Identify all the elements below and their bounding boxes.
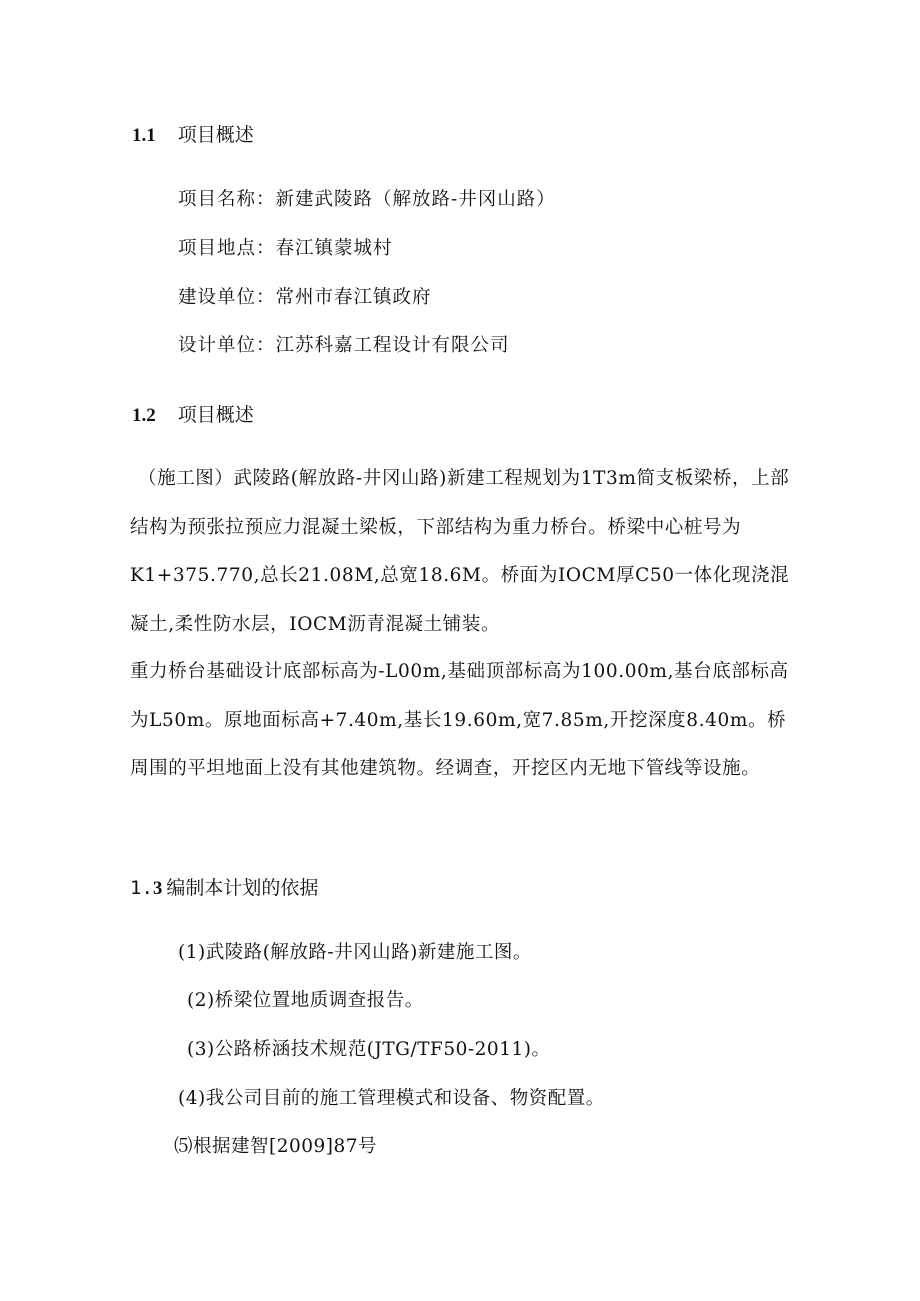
project-name-line: 项目名称：新建武陵路（解放路-井冈山路） bbox=[178, 189, 556, 210]
section-title: 项目概述 bbox=[177, 404, 254, 426]
reference-item-4: (4)我公司目前的施工管理模式和设备、物资配置。 bbox=[178, 1088, 605, 1109]
construction-unit-line: 建设单位：常州市春江镇政府 bbox=[178, 287, 432, 308]
reference-item-2: (2)桥梁位置地质调查报告。 bbox=[187, 990, 424, 1011]
section-heading-1-1 bbox=[132, 120, 254, 147]
section-number: 1.2 bbox=[132, 405, 156, 426]
design-unit-line: 设计单位：江苏科嘉工程设计有限公司 bbox=[178, 335, 510, 356]
project-description-paragraph: （施工图）武陵路(解放路-井冈山路)新建工程规划为1T3m简支板梁桥，上部结构为预张拉预应力混凝土梁板，下部结构为重力桥台。桥梁中心桩号为K1+375.770,总长21.08M,总宽18.6M。桥面为IOCM厚C50一体化现浇混凝土,柔性防水层，IOCM沥青混凝土铺装。 bbox=[130, 468, 790, 635]
project-location-line: 项目地点：春江镇蒙城村 bbox=[178, 238, 393, 259]
section-heading-1-2 bbox=[132, 400, 254, 427]
reference-item-5: ⑸根据建智[2009]87号 bbox=[174, 1136, 378, 1157]
reference-item-1: (1)武陵路(解放路-井冈山路)新建施工图。 bbox=[178, 942, 532, 963]
section-number-prefix: 1. bbox=[130, 877, 153, 899]
section-title: 编制本计划的依据 bbox=[166, 877, 319, 899]
section-heading-1-3 bbox=[130, 873, 318, 900]
reference-item-3: (3)公路桥涵技术规范(JTG/TF50-2011)。 bbox=[187, 1039, 551, 1060]
section-number-suffix: 3 bbox=[152, 878, 163, 899]
foundation-description-paragraph: 重力桥台基础设计底部标高为-L00m,基础顶部标高为100.00m,基台底部标高为L50m。原地面标高+7.40m,基长19.60m,宽7.85m,开挖深度8.40m。桥周围的平坦地面上没有其他建筑物。经调查，开挖区内无地下管线等设施。 bbox=[130, 661, 789, 779]
section-title: 项目概述 bbox=[177, 124, 254, 146]
section-number: 1.1 bbox=[132, 125, 156, 146]
